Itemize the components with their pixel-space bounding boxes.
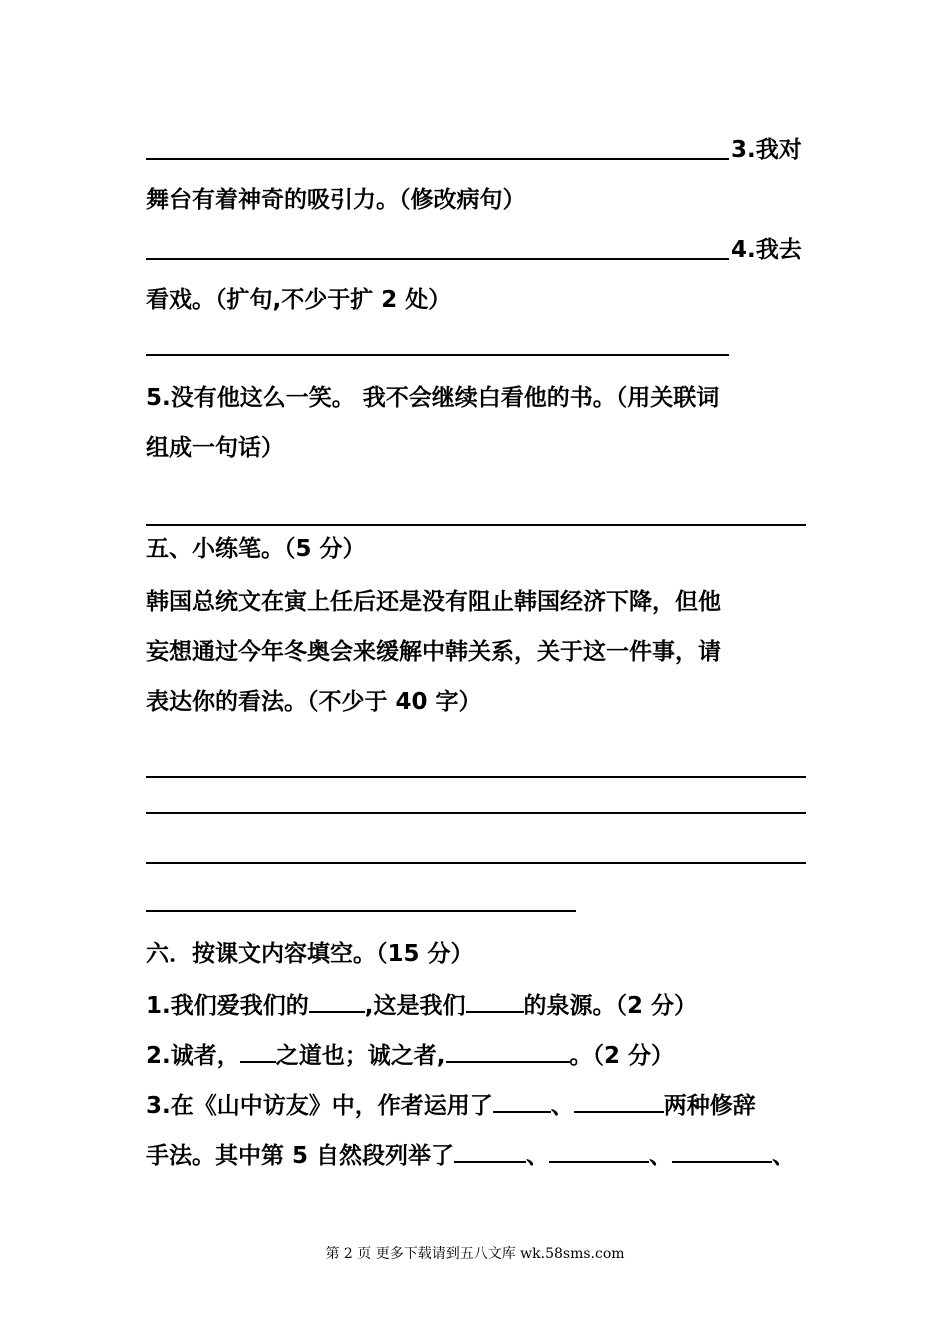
fill-4-text-a: 手法。其中第 5 自然段列举了 [146, 1143, 455, 1169]
fill-1-text-a: 1.我们爱我们的 [146, 993, 309, 1019]
section6-title: 六．按课文内容填空。（15 分） [146, 941, 474, 967]
section5-title: 五、小练笔。（5 分） [146, 536, 366, 562]
fill-2-blank-a[interactable] [240, 1039, 276, 1063]
q3-text: 舞台有着神奇的吸引力。（修改病句） [146, 187, 526, 213]
q5-text-cont: 组成一句话） [146, 435, 284, 461]
fill-item-1 [146, 989, 697, 1021]
writing-line-1[interactable] [146, 776, 806, 778]
answer-line-q4[interactable] [146, 354, 729, 356]
q4-text: 看戏。（扩句,不少于扩 2 处） [146, 287, 452, 313]
fill-2-blank-b[interactable] [446, 1039, 570, 1063]
answer-line-q2[interactable] [146, 158, 729, 160]
section5-para-2: 妄想通过今年冬奥会来缓解中韩关系，关于这一件事，请 [146, 639, 721, 665]
fill-3-text-a: 3.在《山中访友》中，作者运用了 [146, 1093, 493, 1119]
fill-4-blank-c[interactable] [672, 1139, 772, 1163]
q3-number: 3.我对 [731, 137, 802, 163]
answer-line-q3[interactable] [146, 258, 729, 260]
fill-4-sep-b: 、 [649, 1143, 673, 1169]
fill-1-blank-b[interactable] [466, 989, 524, 1013]
fill-item-4 [146, 1139, 795, 1171]
fill-3-blank-b[interactable] [574, 1089, 664, 1113]
section5-para-3: 表达你的看法。（不少于 40 字） [146, 689, 482, 715]
section5-para-1: 韩国总统文在寅上任后还是没有阻止韩国经济下降，但他 [146, 589, 721, 615]
q4-number: 4.我去 [731, 237, 802, 263]
fill-4-blank-b[interactable] [549, 1139, 649, 1163]
fill-4-blank-a[interactable] [454, 1139, 526, 1163]
fill-3-text-b: 、 [550, 1093, 574, 1119]
answer-line-q5[interactable] [146, 524, 806, 526]
q5-text: 5.没有他这么一笑。 我不会继续白看他的书。（用关联词 [146, 385, 720, 411]
fill-2-text-b: 之道也；诚之者, [275, 1043, 446, 1069]
fill-4-sep-a: 、 [526, 1143, 550, 1169]
fill-3-blank-a[interactable] [493, 1089, 551, 1113]
fill-4-sep-c: 、 [772, 1143, 796, 1169]
fill-1-blank-a[interactable] [309, 989, 365, 1013]
fill-3-text-c: 两种修辞 [663, 1093, 756, 1119]
page-footer: 第 2 页 更多下载请到五八文库 wk.58sms.com [325, 1246, 625, 1262]
fill-2-text-c: 。（2 分） [569, 1043, 675, 1069]
fill-item-2 [146, 1039, 674, 1071]
writing-line-3[interactable] [146, 862, 806, 864]
fill-item-3 [146, 1089, 756, 1121]
writing-line-2[interactable] [146, 812, 806, 814]
fill-1-text-b: ,这是我们 [364, 993, 466, 1019]
writing-line-4[interactable] [146, 910, 576, 912]
fill-2-text-a: 2.诚者， [146, 1043, 240, 1069]
fill-1-text-c: 的泉源。（2 分） [523, 993, 698, 1019]
